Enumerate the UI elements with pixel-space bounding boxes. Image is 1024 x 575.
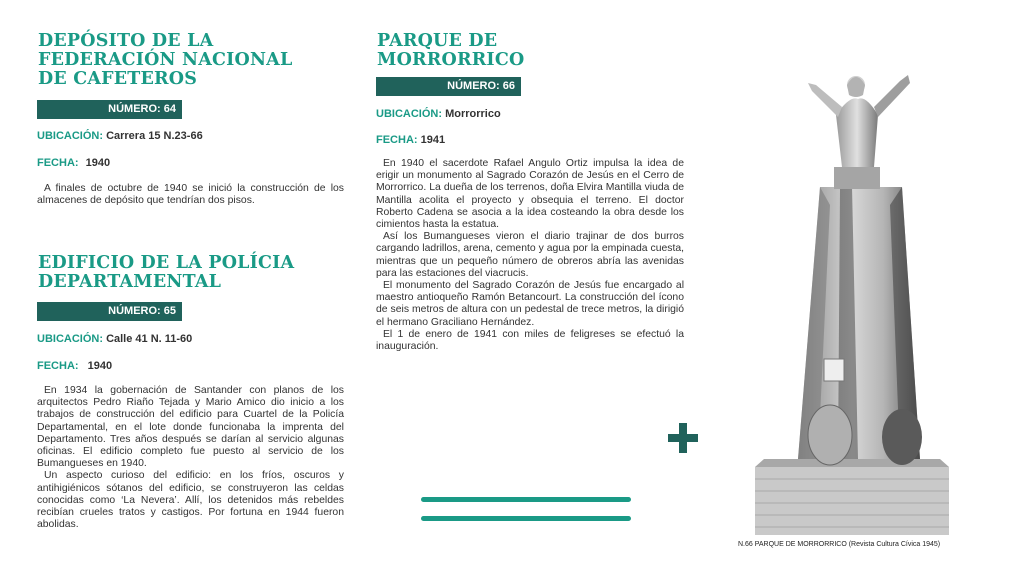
photo-caption: N.66 PARQUE DE MORRORRICO (Revista Cultura Cívica 1945): [738, 541, 941, 548]
numero-badge-66: NÚMERO: 66: [376, 77, 521, 96]
ubicacion-label: UBICACIÓN:: [376, 108, 442, 120]
fecha-label: FECHA:: [376, 134, 418, 146]
body-text-65: [37, 385, 344, 531]
fecha-value: 1940: [85, 157, 111, 169]
title-line: DEPARTAMENTAL: [38, 272, 222, 292]
section-title-parque: [377, 32, 524, 70]
paragraph: El 1 de enero de 1941 con miles de feligreses se efectuó la inauguración.: [376, 328, 684, 353]
section-title-deposito: [38, 32, 292, 89]
fecha-65: [37, 359, 112, 373]
numero-badge-65: NÚMERO: 65: [37, 302, 182, 321]
ubicacion-label: UBICACIÓN:: [37, 130, 103, 142]
numero-badge-64: NÚMERO: 64: [37, 100, 182, 119]
decorative-bar: [421, 516, 631, 521]
ubicacion-value: Carrera 15 N.23-66: [106, 130, 203, 142]
ubicacion-value: Morrorrico: [445, 108, 501, 120]
ubicacion-65: [37, 332, 192, 346]
body-text-64: [37, 183, 344, 207]
decorative-bar: [421, 497, 631, 502]
ubicacion-value: Calle 41 N. 11-60: [106, 333, 193, 345]
fecha-value: 1941: [420, 134, 446, 146]
fecha-66: [376, 133, 445, 147]
paragraph: Un aspecto curioso del edificio: en los fríos, oscuros y antihigiénicos sótanos del edificio, se construyeron las celdas conocidas como ‘La Nevera’. Allí, los detenidos más rebeldes recibían crueles tratos y castigos. Por fortuna en 1944 fueron abolidas.: [37, 470, 344, 531]
plus-icon: [668, 423, 698, 453]
title-line: DE CAFETEROS: [38, 69, 198, 89]
paragraph: El monumento del Sagrado Corazón de Jesús fue encargado al maestro antioqueño Ramón Betancourt. La construcción del ícono de seis metros de altura con un pedestal de trece metros, la dirigió el hermano Graciliano Hernández.: [376, 280, 684, 328]
ubicacion-label: UBICACIÓN:: [37, 333, 103, 345]
title-line: MORRORRICO: [377, 50, 525, 70]
ubicacion-64: [37, 129, 203, 143]
fecha-64: [37, 156, 110, 170]
fecha-label: FECHA:: [37, 157, 79, 169]
paragraph: A finales de octubre de 1940 se inició la construcción de los almacenes de depósito que tendrían dos pisos.: [37, 183, 344, 207]
title-line: DEPÓSITO DE LA: [38, 31, 214, 51]
section-title-policia: [38, 254, 294, 292]
paragraph: Así los Bumangueses vieron el diario trajinar de dos burros cargando ladrillos, arena, cemento y agua por la empinada cuesta, mientras que un pequeño número de obreros abría las avenidas para las estaciones del viacrucis.: [376, 231, 684, 279]
paragraph: En 1940 el sacerdote Rafael Angulo Ortiz impulsa la idea de erigir un monumento al Sagrado Corazón de Jesús en el Cerro de Morrorrico. La dueña de los terrenos, doña Elvira Mantilla viuda de Mantilla acolita el proyecto y obsequia el terreno. El doctor Roberto Cadena se asocia a la idea costeando la obra desde los cimientos hasta la estatua.: [376, 158, 684, 231]
title-line: FEDERACIÓN NACIONAL: [38, 50, 293, 70]
title-line: PARQUE DE: [377, 31, 498, 51]
fecha-label: FECHA:: [37, 360, 79, 372]
monument-photo: [750, 55, 955, 537]
title-line: EDIFICIO DE LA POLÍCIA: [38, 253, 295, 273]
body-text-66: [376, 158, 684, 353]
ubicacion-66: [376, 107, 501, 121]
fecha-value: 1940: [87, 360, 113, 372]
paragraph: En 1934 la gobernación de Santander con planos de los arquitectos Pedro Riaño Tejada y Mario Amico dio inicio a los trabajos de construcción del edificio para Cuartel de la Policía Departamental, en el lote donde funcionaba la imprenta del Departamento. Tres años después se darían al servicio algunas oficinas. El edificio completo fue puesto al servicio de los Bumangueses en 1940.: [37, 385, 344, 470]
